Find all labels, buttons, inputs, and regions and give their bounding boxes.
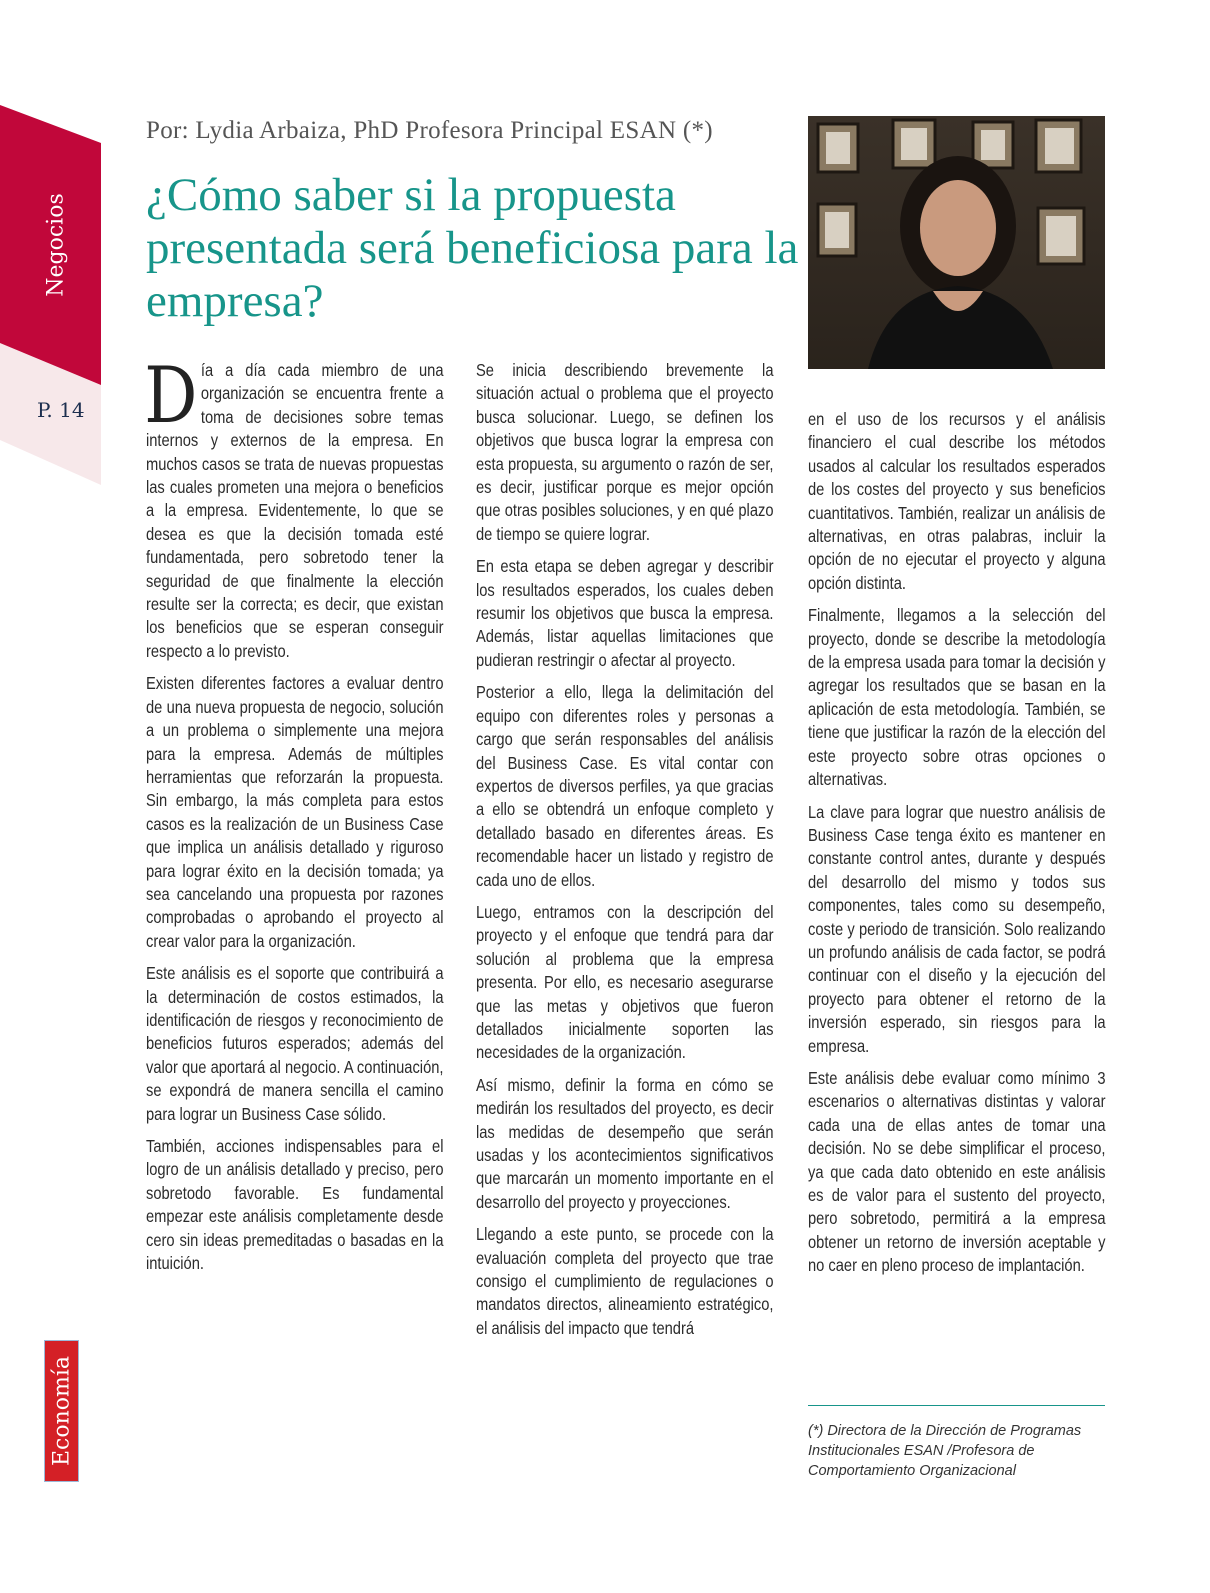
author-byline: Por: Lydia Arbaiza, PhD Profesora Principal ESAN (*) <box>146 117 713 144</box>
paragraph: Se inicia describiendo brevemente la situación actual o problema que el proyecto busca solucionar. Luego, se definen los objetivos que busca lograr la empresa con esta propuesta, su argumento o razón de ser, es decir, justificar porque es mejor opción que otras posibles soluciones, y en qué plazo de tiempo se quiere lograr. <box>476 360 774 544</box>
article-column-3 <box>808 408 1106 1287</box>
paragraph: También, acciones indispensables para el logro de un análisis detallado y preciso, pero sobretodo favorable. Es fundamental empezar este análisis completamente desde cero sin ideas premeditadas o basadas en la intuición. <box>146 1136 444 1274</box>
paragraph: Luego, entramos con la descripción del proyecto y el enfoque que tendrá para dar solución al problema que la empresa presenta. Por ello, es necesario asegurarse que las metas y objetivos que fueron detallados inicialmente soporten las necesidades de la organización. <box>476 901 774 1063</box>
article-column-1 <box>144 351 444 1284</box>
paragraph: Finalmente, llegamos a la selección del proyecto, donde se describe la metodología de la empresa usada para tomar la decisión y agregar los resultados que se basan en la aplicación de esta metodología. También, se tiene que justificar la razón de la elección del este proyecto sobre otras opciones o alternativas. <box>808 605 1106 790</box>
page-number: P. 14 <box>37 398 85 422</box>
logo-text: Economía <box>49 1355 74 1467</box>
section-label: Negocios <box>43 193 69 297</box>
footnote: (*) Directora de la Dirección de Programas Institucionales ESAN /Profesora de Comportamiento Organizacional <box>808 1423 1082 1479</box>
author-photo <box>808 116 1105 369</box>
drop-cap: D <box>144 351 198 441</box>
footnote-divider <box>808 1405 1105 1406</box>
paragraph: Este análisis debe evaluar como mínimo 3 escenarios o alternativas distintas y valorar cada una de ellas antes de tomar una decisión. No se debe simplificar el proceso, ya que cada dato obtenido en este análisis es de valor para el sustento del proyecto, pero sobretodo, permitirá a la empresa obtener un retorno de inversión aceptable y no caer en pleno proceso de implantación. <box>808 1067 1106 1276</box>
paragraph: La clave para lograr que nuestro análisis de Business Case tenga éxito es mantener en constante control antes, durante y después del desarrollo del mismo y todos sus componentes, tales como su desempeño, coste y periodo de transición. Solo realizando un profundo análisis de cada factor, se podrá continuar con el diseño y la ejecución del proyecto para obtener el retorno de la inversión esperado, sin riesgos para la empresa. <box>808 801 1106 1056</box>
article-title: ¿Cómo saber si la propuesta presentada será beneficiosa para la empresa? <box>146 169 799 327</box>
paragraph: Posterior a ello, llega la delimitación del equipo con diferentes roles y personas a cargo que serán responsables del análisis del Business Case. Es vital contar con expertos de diversos perfiles, ya que gracias a ello se obtendrá un enfoque completo y detallado basado en diferentes áreas. Es recomendable hacer un listado y registro de cada uno de ellos. <box>476 682 774 890</box>
article-column-2 <box>476 359 774 1349</box>
paragraph: Este análisis es el soporte que contribuirá a la determinación de costos estimados, la identificación de riesgos y reconocimiento de beneficios futuros esperados; además del valor que aportará al negocio. A continuación, se expondrá de manera sencilla el camino para lograr un Business Case sólido. <box>146 963 444 1124</box>
paragraph: en el uso de los recursos y el análisis financiero el cual describe los métodos usados al calcular los resultados esperados de los costes del proyecto y sus beneficios cuantitativos. También, realizar un análisis de alternativas, en otras palabras, incluir la opción de no ejecutar el proyecto y alguna opción distinta. <box>808 409 1106 593</box>
paragraph: Llegando a este punto, se procede con la evaluación completa del proyecto que trae consigo el cumplimiento de regulaciones o mandatos directos, alineamiento estratégico, el análisis del impacto que tendrá <box>476 1224 774 1338</box>
paragraph: Día a día cada miembro de una organización se encuentra frente a toma de decisiones sobre temas internos y externos de la empresa. En muchos casos se trata de nuevas propuestas las cuales prometen una mejora o beneficios a la empresa. Evidentemente, lo que se desea es que la decisión tomada esté fundamentada, pero sobretodo tener la seguridad de que finalmente la elección resulte ser la correcta; es decir, que existan los beneficios que se esperan conseguir respecto a lo previsto. <box>144 351 444 661</box>
paragraph: Existen diferentes factores a evaluar dentro de una nueva propuesta de negocio, solución a un problema o simplemente una mejora para la empresa. Además de múltiples herramientas que reforzarán la propuesta. Sin embargo, la más completa para estos casos es la realización de un Business Case que implica un análisis detallado y riguroso para lograr éxito en la decisión tomada; ya sea cancelando una propuesta por razones comprobadas o aprobando el proyecto al crear valor para la organización. <box>146 673 444 951</box>
paragraph: En esta etapa se deben agregar y describir los resultados esperados, los cuales deben resumir los objetivos que busca la empresa. Además, listar aquellas limitaciones que pudieran restringir o afectar al proyecto. <box>476 556 774 670</box>
paragraph: Así mismo, definir la forma en cómo se medirán los resultados del proyecto, es decir las medidas de desempeño que serán usadas y los acontecimientos significativos que marcarán un momento importante en el desarrollo del proyecto y proyecciones. <box>476 1074 774 1212</box>
magazine-logo <box>44 1340 79 1482</box>
